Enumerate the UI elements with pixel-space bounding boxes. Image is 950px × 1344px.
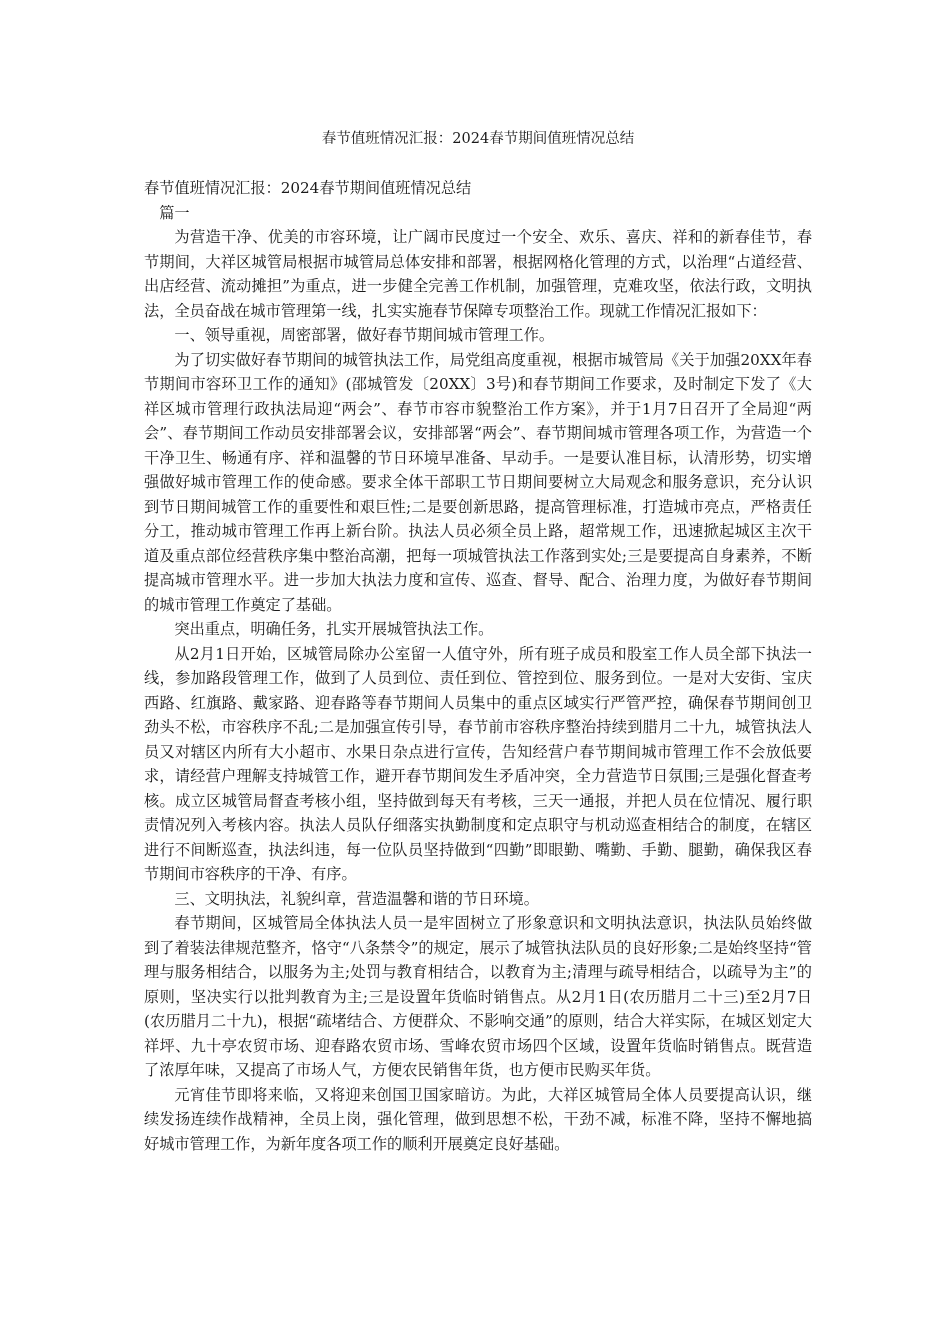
paragraph-heading-2: 突出重点，明确任务，扎实开展城管执法工作。 bbox=[174, 620, 494, 638]
paragraph-intro: 为营造干净、优美的市容环境，让广阔市民度过一个安全、欢乐、喜庆、祥和的新春佳节，春节期间，大祥区城管局根据市城管局总体安排和部署，根据网格化管理的方式，以治理“占道经营、出店经营、流动摊担”为重点，进一步健全完善工作机制，加强管理，克难攻坚，依法行政，文明执法，全员奋战在城市管理第一线，扎实实施春节保障专项整治工作。现就工作情况汇报如下： bbox=[144, 228, 812, 320]
paragraph-heading-3: 三、文明执法，礼貌纠章，营造温馨和谐的节日环境。 bbox=[174, 889, 539, 908]
paragraph-heading-1: 一、领导重视，周密部署，做好春节期间城市管理工作。 bbox=[174, 326, 555, 344]
paragraph-1: 为了切实做好春节期间的城管执法工作，局党组高度重视，根据市城管局《关于加强20XX年春节期间市容环卫工作的通知》(邵城管发〔20XX〕3号)和春节期间工作要求，及时制定下发了《大祥区城市管理行政执法局迎“两会”、春节市容市貌整治工作方案》，并于1月7日召开了全局迎“两会”、春节期间工作动员安排部署会议，安排部署“两会”、春节期间城市管理各项工作，为营造一个干净卫生、畅通有序、祥和温馨的节日环境早准备、早动手。一是要认准目标，认清形势，切实增强做好城市管理工作的使命感。要求全体干部职工节日期间要树立大局观念和服务意识，充分认识到节日期间城管工作的重要性和艰巨性;二是要创新思路，提高管理标准，打造城市亮点，严格责任分工，推动城市管理工作再上新台阶。执法人员必须全员上路，超常规工作，迅速掀起城区主次干道及重点部位经营秩序集中整治高潮，把每一项城管执法工作落到实处;三是要提高自身素养，不断提高城市管理水平。进一步加大执法力度和宣传、巡查、督导、配合、治理力度，为做好春节期间的城市管理工作奠定了基础。 bbox=[144, 350, 812, 614]
section-label: 篇一 bbox=[159, 203, 190, 222]
body-title: 春节值班情况汇报：2024春节期间值班情况总结 bbox=[144, 179, 472, 197]
paragraph-2: 从2月1日开始，区城管局除办公室留一人值守外，所有班子成员和股室工作人员全部下执法一线，参加路段管理工作，做到了人员到位、责任到位、管控到位、服务到位。一是对大安街、宝庆西路、红旗路、戴家路、迎春路等春节期间人员集中的重点区域实行严管严控，确保春节期间创卫劲头不松，市容秩序不乱;二是加强宣传引导，春节前市容秩序整治持续到腊月二十九，城管执法人员又对辖区内所有大小超市、水果日杂点进行宣传，告知经营户春节期间城市管理工作不会放低要求，请经营户理解支持城管工作，避开春节期间发生矛盾冲突，全力营造节日氛围;三是强化督查考核。成立区城管局督查考核小组，坚持做到每天有考核，三天一通报，并把人员在位情况、履行职责情况列入考核内容。执法人员队仔细落实执勤制度和定点职守与机动巡查相结合的制度，在辖区进行不间断巡查，执法纠违，每一位队员坚持做到“四勤”即眼勤、嘴勤、手勤、腿勤，确保我区春节期间市容秩序的干净、有序。 bbox=[144, 644, 812, 883]
paragraph-closing: 元宵佳节即将来临，又将迎来创国卫国家暗访。为此，大祥区城管局全体人员要提高认识，继续发扬连续作战精神，全员上岗，强化管理，做到思想不松，干劲不减，标准不降，坚持不懈地搞好城市管理工作，为新年度各项工作的顺利开展奠定良好基础。 bbox=[144, 1085, 812, 1153]
page-header-title: 春节值班情况汇报：2024春节期间值班情况总结 bbox=[321, 131, 635, 147]
paragraph-3: 春节期间，区城管局全体执法人员一是牢固树立了形象意识和文明执法意识，执法队员始终做到了着装法律规范整齐，恪守“八条禁令”的规定，展示了城管执法队员的良好形象;二是始终坚持“管理与服务相结合，以服务为主;处罚与教育相结合，以教育为主;清理与疏导相结合，以疏导为主”的原则，坚决实行以批判教育为主;三是设置年货临时销售点。从2月1日(农历腊月二十三)至2月7日(农历腊月二十九)，根据“疏堵结合、方便群众、不影响交通”的原则，结合大祥实际，在城区划定大祥坪、九十亭农贸市场、迎春路农贸市场、雪峰农贸市场四个区域，设置年货临时销售点。既营造了浓厚年味，又提高了市场人气，方便农民销售年货，也方便市民购买年货。 bbox=[144, 914, 812, 1079]
document-body bbox=[144, 176, 812, 1156]
